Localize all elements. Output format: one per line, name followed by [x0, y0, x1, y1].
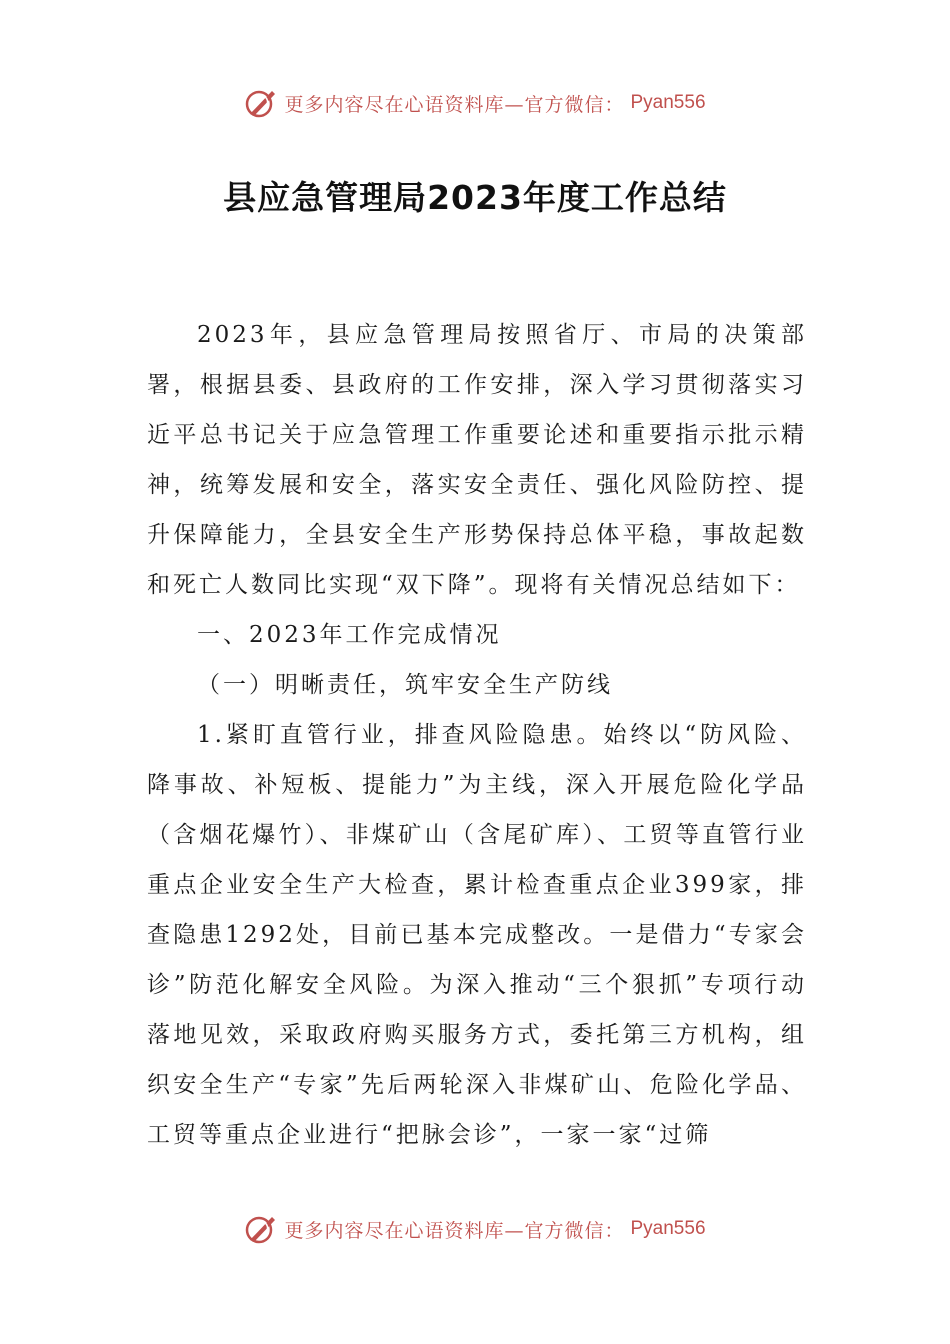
section-heading: 一、2023年工作完成情况 — [197, 622, 502, 648]
document-body — [147, 310, 807, 1160]
quill-logo-icon — [244, 1212, 278, 1246]
item-paragraph: 1.紧盯直管行业，排查风险隐患。始终以“防风险、降事故、补短板、提能力”为主线，深入开展危险化学品（含烟花爆竹）、非煤矿山（含尾矿库）、工贸等直管行业重点企业安全生产大检查，累计检查重点企业399家，排查隐患1292处，目前已基本完成整改。一是借力“专家会诊”防范化解安全风险。为深入推动“三个狠抓”专项行动落地见效，采取政府购买服务方式，委托第三方机构，组织安全生产“专家”先后两轮深入非煤矿山、危险化学品、工贸等重点企业进行“把脉会诊”，一家一家“过筛 — [147, 722, 807, 1148]
subsection-heading: （一）明晰责任，筑牢安全生产防线 — [197, 672, 613, 698]
quill-logo-icon — [244, 86, 278, 120]
header-watermark — [0, 86, 950, 120]
intro-paragraph: 2023年，县应急管理局按照省厅、市局的决策部署，根据县委、县政府的工作安排，深入学习贯彻落实习近平总书记关于应急管理工作重要论述和重要指示批示精神，统筹发展和安全，落实安全责任、强化风险防控、提升保障能力，全县安全生产形势保持总体平稳，事故起数和死亡人数同比实现“双下降”。现将有关情况总结如下： — [147, 322, 807, 598]
document-title: 县应急管理局2023年度工作总结 — [223, 178, 727, 217]
watermark-text: 更多内容尽在心语资料库—官方微信： — [284, 1219, 625, 1242]
watermark-wechat-id: Pyan556 — [630, 1218, 706, 1239]
footer-watermark — [0, 1212, 950, 1246]
watermark-wechat-id: Pyan556 — [630, 92, 706, 113]
watermark-text: 更多内容尽在心语资料库—官方微信： — [284, 93, 625, 116]
